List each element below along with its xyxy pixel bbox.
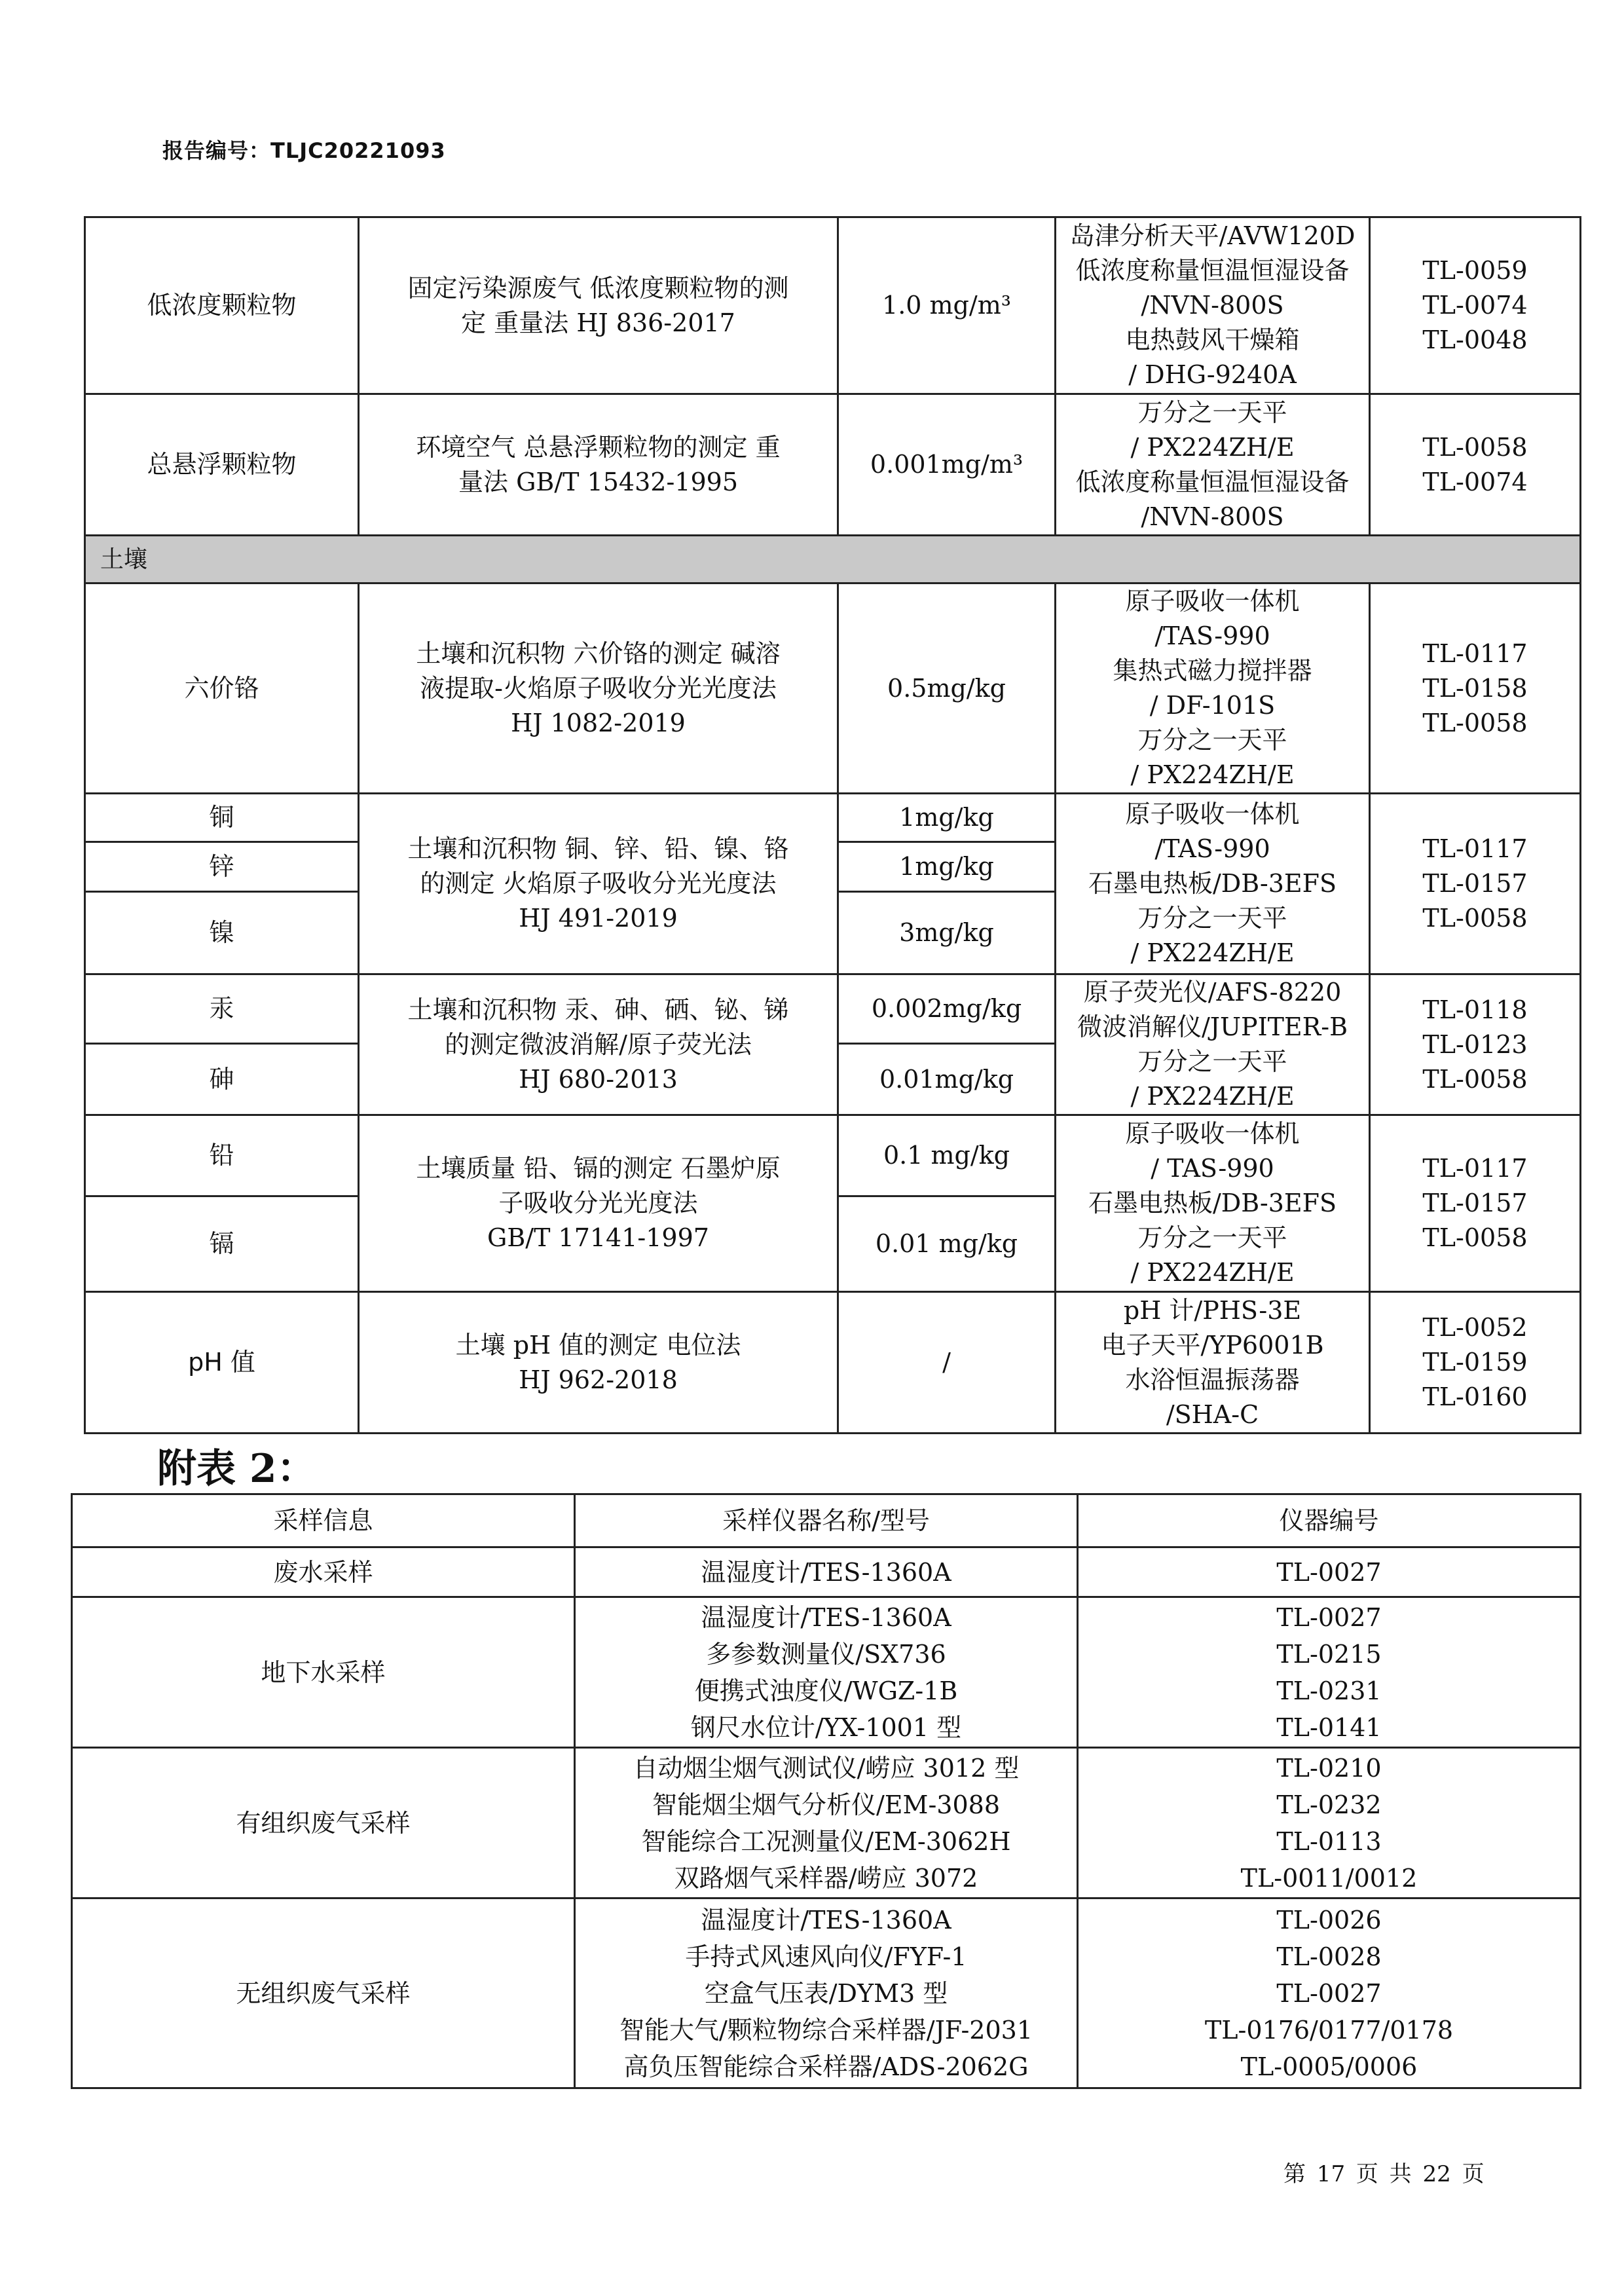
item-name: 汞	[85, 974, 359, 1044]
instrument-cell: 温湿度计/TES-1360A 手持式风速风向仪/FYF-1 空盒气压表/DYM3 型 智能大气/颗粒物综合采样器/JF-2031 高负压智能综合采样器/ADS-2062G	[575, 1898, 1078, 2088]
sampling-info: 废水采样	[72, 1547, 575, 1597]
detection-limit: 0.1 mg/kg	[838, 1115, 1056, 1196]
section-title: 土壤	[85, 536, 1581, 583]
table-row	[85, 794, 1581, 842]
detection-limit: /	[838, 1292, 1056, 1434]
detection-limit: 1mg/kg	[838, 794, 1056, 842]
detection-limit: 0.01mg/kg	[838, 1044, 1056, 1115]
instrument-codes: TL-0027 TL-0215 TL-0231 TL-0141	[1078, 1597, 1581, 1748]
item-name: 镉	[85, 1196, 359, 1292]
table-row	[72, 1597, 1581, 1748]
detection-limit: 1.0 mg/m³	[838, 217, 1056, 394]
instrument-codes: TL-0026 TL-0028 TL-0027 TL-0176/0177/0178 TL-0005/0006	[1078, 1898, 1581, 2088]
section-row	[85, 536, 1581, 583]
instrument-codes: TL-0052 TL-0159 TL-0160	[1370, 1292, 1581, 1434]
sampling-info: 无组织废气采样	[72, 1898, 575, 2088]
table-row	[72, 1547, 1581, 1597]
sampling-info: 地下水采样	[72, 1597, 575, 1748]
table-row	[72, 1898, 1581, 2088]
instrument-codes: TL-0117 TL-0157 TL-0058	[1370, 794, 1581, 974]
instrument-cell: 岛津分析天平/AVW120D 低浓度称量恒温恒湿设备 /NVN-800S 电热鼓风干燥箱 / DHG-9240A	[1056, 217, 1370, 394]
sampling-info: 有组织废气采样	[72, 1748, 575, 1898]
instrument-codes: TL-0210 TL-0232 TL-0113 TL-0011/0012	[1078, 1748, 1581, 1898]
instrument-cell: 原子吸收一体机 / TAS-990 石墨电热板/DB-3EFS 万分之一天平 / PX224ZH/E	[1056, 1115, 1370, 1292]
method-cell: 土壤质量 铅、镉的测定 石墨炉原 子吸收分光光度法 GB/T 17141-1997	[359, 1115, 838, 1292]
instrument-codes: TL-0027	[1078, 1547, 1581, 1597]
instrument-cell: 原子吸收一体机 /TAS-990 石墨电热板/DB-3EFS 万分之一天平 / PX224ZH/E	[1056, 794, 1370, 974]
method-cell: 固定污染源废气 低浓度颗粒物的测 定 重量法 HJ 836-2017	[359, 217, 838, 394]
detection-limit: 0.001mg/m³	[838, 394, 1056, 536]
method-cell: 土壤和沉积物 汞、砷、硒、铋、锑 的测定微波消解/原子荧光法 HJ 680-2013	[359, 974, 838, 1115]
item-name: 低浓度颗粒物	[85, 217, 359, 394]
column-header: 采样仪器名称/型号	[575, 1494, 1078, 1547]
instrument-cell: 温湿度计/TES-1360A 多参数测量仪/SX736 便携式浊度仪/WGZ-1B 钢尺水位计/YX-1001 型	[575, 1597, 1078, 1748]
item-name: 铜	[85, 794, 359, 842]
item-name: 铅	[85, 1115, 359, 1196]
annex-title: 附表 2：	[157, 1446, 316, 1492]
item-name: 镍	[85, 892, 359, 974]
method-cell: 土壤和沉积物 铜、锌、铅、镍、铬 的测定 火焰原子吸收分光光度法 HJ 491-2019	[359, 794, 838, 974]
instrument-cell: 温湿度计/TES-1360A	[575, 1547, 1078, 1597]
instrument-cell: pH 计/PHS-3E 电子天平/YP6001B 水浴恒温振荡器 /SHA-C	[1056, 1292, 1370, 1434]
detection-limit: 0.5mg/kg	[838, 583, 1056, 794]
method-table	[84, 216, 1581, 1434]
table-row	[85, 1115, 1581, 1196]
item-name: 总悬浮颗粒物	[85, 394, 359, 536]
detection-limit: 0.01 mg/kg	[838, 1196, 1056, 1292]
method-cell: 土壤和沉积物 六价铬的测定 碱溶 液提取-火焰原子吸收分光光度法 HJ 1082-2019	[359, 583, 838, 794]
instrument-cell: 自动烟尘烟气测试仪/崂应 3012 型 智能烟尘烟气分析仪/EM-3088 智能综合工况测量仪/EM-3062H 双路烟气采样器/崂应 3072	[575, 1748, 1078, 1898]
table-row	[85, 1292, 1581, 1434]
sampling-table	[71, 1493, 1581, 2089]
column-header: 采样信息	[72, 1494, 575, 1547]
detection-limit: 3mg/kg	[838, 892, 1056, 974]
table-row	[85, 394, 1581, 536]
instrument-cell: 万分之一天平 / PX224ZH/E 低浓度称量恒温恒湿设备 /NVN-800S	[1056, 394, 1370, 536]
page-number: 第 17 页 共 22 页	[1283, 2161, 1485, 2187]
item-name: 砷	[85, 1044, 359, 1115]
instrument-codes: TL-0117 TL-0157 TL-0058	[1370, 1115, 1581, 1292]
method-cell: 环境空气 总悬浮颗粒物的测定 重 量法 GB/T 15432-1995	[359, 394, 838, 536]
instrument-codes: TL-0058 TL-0074	[1370, 394, 1581, 536]
item-name: pH 值	[85, 1292, 359, 1434]
detection-limit: 1mg/kg	[838, 842, 1056, 892]
method-cell: 土壤 pH 值的测定 电位法 HJ 962-2018	[359, 1292, 838, 1434]
instrument-codes: TL-0118 TL-0123 TL-0058	[1370, 974, 1581, 1115]
table-row	[72, 1748, 1581, 1898]
instrument-cell: 原子荧光仪/AFS-8220 微波消解仪/JUPITER-B 万分之一天平 / PX224ZH/E	[1056, 974, 1370, 1115]
table-row	[85, 583, 1581, 794]
instrument-codes: TL-0059 TL-0074 TL-0048	[1370, 217, 1581, 394]
report-number: 报告编号：TLJC20221093	[162, 138, 446, 163]
table-row	[85, 217, 1581, 394]
item-name: 六价铬	[85, 583, 359, 794]
instrument-cell: 原子吸收一体机 /TAS-990 集热式磁力搅拌器 / DF-101S 万分之一天平 / PX224ZH/E	[1056, 583, 1370, 794]
instrument-codes: TL-0117 TL-0158 TL-0058	[1370, 583, 1581, 794]
column-header: 仪器编号	[1078, 1494, 1581, 1547]
detection-limit: 0.002mg/kg	[838, 974, 1056, 1044]
item-name: 锌	[85, 842, 359, 892]
table-header-row	[72, 1494, 1581, 1547]
table-row	[85, 974, 1581, 1044]
